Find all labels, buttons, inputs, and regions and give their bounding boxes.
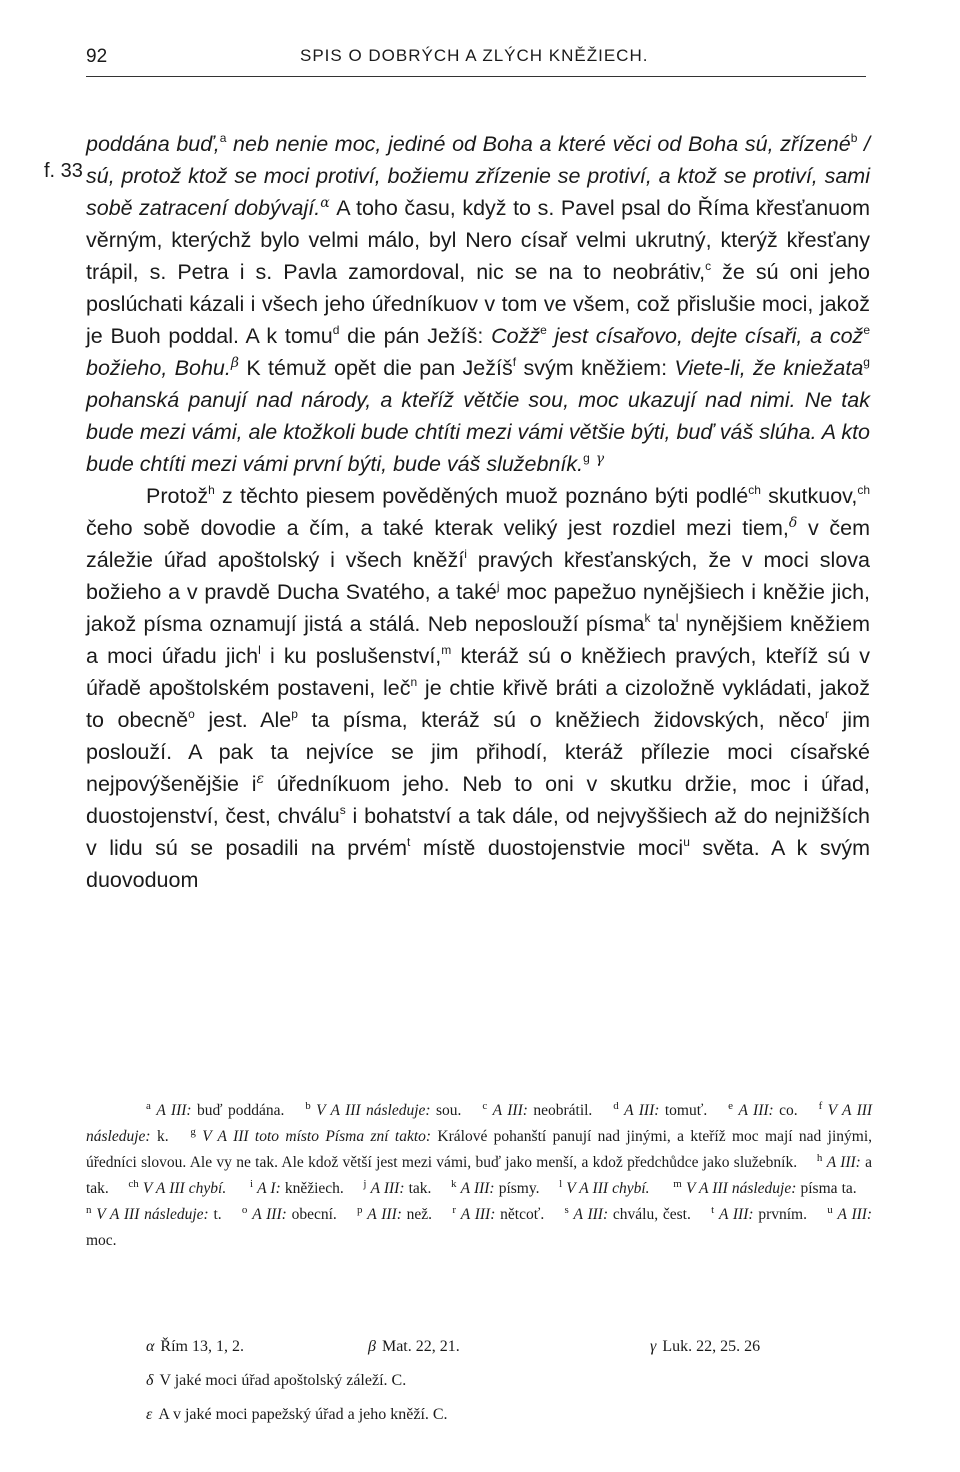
- critical-apparatus: [86, 1098, 872, 1254]
- reference-delta: δ V jaké moci úřad apoštolský záleží. C.: [146, 1372, 407, 1389]
- apparatus-note: $^j$ A III: tak.: [363, 1178, 432, 1197]
- apparatus-note: $^e$ A III: co.: [728, 1100, 798, 1119]
- apparatus-note: $^c$ A III: neobrátil.: [482, 1100, 593, 1119]
- apparatus-note: $^u$ A III: moc.: [86, 1204, 873, 1249]
- apparatus-notes: [86, 1098, 872, 1254]
- page-number: 92: [86, 46, 108, 67]
- running-title: SPIS O DOBRÝCH A ZLÝCH KNĚŽIECH.: [300, 46, 649, 65]
- reference-gamma: γ Luk. 22, 25. 26: [650, 1338, 761, 1355]
- apparatus-note: $^o$ A III: obecní.: [241, 1204, 337, 1223]
- reference-alpha: α Řím 13, 1, 2.: [146, 1338, 244, 1355]
- apparatus-note: $^d$ A III: tomuť.: [613, 1100, 708, 1119]
- apparatus-note: $^i$ A I: kněžiech.: [249, 1178, 344, 1197]
- apparatus-note: $^m$ V A III následuje: písma ta.: [673, 1178, 857, 1197]
- apparatus-note: $^r$ A III: nětcoť.: [452, 1204, 545, 1223]
- reference-eps: ε A v jaké moci papežský úřad a jeho kněží. C.: [146, 1406, 448, 1423]
- apparatus-note: $^b$ V A III následuje: sou.: [305, 1100, 462, 1119]
- apparatus-note: $^t$ A III: prvním.: [711, 1204, 807, 1223]
- reference-row: [146, 1364, 866, 1398]
- apparatus-note: $^h$ A III: a tak.: [86, 1152, 873, 1197]
- apparatus-note: $^s$ A III: chválu, čest.: [564, 1204, 691, 1223]
- apparatus-note: $^l$ V A III chybí.: [559, 1178, 650, 1197]
- main-text: [86, 128, 870, 896]
- reference-row: [146, 1330, 866, 1364]
- running-header: [86, 46, 866, 74]
- header-rule: [86, 76, 866, 77]
- paragraph-1: poddána buď,$^a$ neb nenie moc, jediné od Boha a které věci od Boha sú, zřízené$^b$ / sú, protož ktož se moci protiví, božiemu zřízenie se protiví, a ktož se protiví, sami sobě zatracení dobývají.$^\alpha$ A toho času, když to s. Pavel psal do Říma křesťanuom věrným, kterýchž bylo velmi málo, byl Nero císař velmi ukrutný, kterýž křesťany trápil, s. Petra i s. Pavla zamordoval, nic se na to neobrátiv,$^c$ že sú oni jeho poslúchati kázali i všech jeho úředníkuov v tom ve všem, což přislušie moci, jakož je Buoh poddal. A k tomu$^d$ die pán Ježíš: Cožž$^e$ jest císařovo, dejte císaři, a což$^e$ božieho, Bohu.$^\beta$ K témuž opět die pan Ježíš$^f$ svým kněžiem: Viete-li, že kniežata$^g$ pohanská panují nad národy, a kteříž větčie sou, moc ukazují nad nimi. Ne tak bude mezi vámi, ale ktožkoli bude chtíti mezi vámi většie býti, buď váš slúha. A kto bude chtíti mezi vámi první býti, bude váš služebník.$^g$ $^\gamma$: [86, 131, 871, 476]
- apparatus-note: $^{ch}$ V A III chybí.: [128, 1178, 227, 1197]
- paragraph-2: Protož$^h$ z těchto piesem pověděných muož poznáno býti podlé$^{ch}$ skutkuov,$^{ch}$ čeho sobě dovodie a čím, a také kterak veliký jest rozdiel mezi tiem,$^\delta$ v čem záležie úřad apoštolský i všech kněží$^i$ pravých křesťanských, že v moci slova božieho a v pravdě Ducha Svatého, a také$^j$ moc papežuo nynějšiech i kněžie jich, jakož písma oznamují jistá a stálá. Neb neposlouží písma$^k$ $ta^l$ nynějšiem kněžiem a moci úřadu jich$^l$ i ku poslušenství,$^m$ kteráž sú o kněžiech pravých, kteříž sú v úřadě apoštolském postaveni, leč$^n$ je chtie křivě bráti a cizoložně vykládati, jakož to obecně$^o$ jest. Ale$^p$ ta písma, kteráž sú o kněžiech židovských, něco$^r$ jim poslouží. A pak ta nejvíce se jim přihodí, kteráž přílezie moci císařské nejpovýšenějšie $i^\varepsilon$ úředníkuom jeho. Neb to oni v skutku držie, moc i úřad, duostojenství, čest, chválu$^s$ i bohatství a tak dále, od nejvyššiech až do nejnižších v lidu sú se posadili na prvém$^t$ místě duostojenstvie moci$^u$ světa. A k svým duovoduom: [86, 483, 871, 892]
- references: [146, 1330, 866, 1432]
- reference-beta: β Mat. 22, 21.: [368, 1338, 460, 1355]
- apparatus-note: $^n$ V A III následuje: t.: [86, 1204, 222, 1223]
- apparatus-note: $^k$ A III: písmy.: [451, 1178, 540, 1197]
- reference-row: [146, 1398, 866, 1432]
- apparatus-note: $^g$ V A III toto místo Písma zní takto: Králové pohanští panují nad jinými, a kteříž moc mají nad jinými, úředníci slovou. Ale vy ne tak. Ale kdož větší jest mezi vámi, buď jako menší, a kdož předchůdce jako služebník.: [86, 1126, 873, 1171]
- folio-margin-note: f. 33: [44, 160, 83, 182]
- apparatus-note: $^f$ V A III následuje: k.: [86, 1100, 873, 1145]
- apparatus-note: $^p$ A III: než.: [357, 1204, 433, 1223]
- apparatus-note: $^a$ A III: buď poddána.: [146, 1100, 285, 1119]
